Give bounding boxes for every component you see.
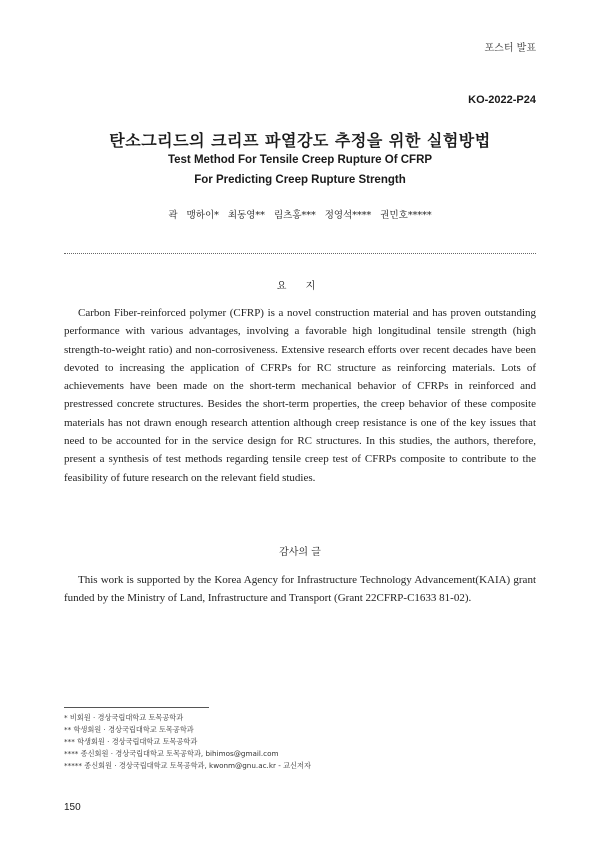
page-number: 150 — [64, 802, 81, 813]
footnote-item: **** 종신회원 · 경상국립대학교 토목공학과, bihimos@gmail.com — [64, 749, 279, 758]
footnote-item: ** 학생회원 · 경상국립대학교 토목공학과 — [64, 725, 194, 734]
acknowledgement-body: This work is supported by the Korea Agency for Infrastructure Technology Advancement(KAIA) grant funded by the Ministry of Land, Infrastructure and Transport (Grant 22CFRP-C1633 81-02). — [64, 574, 536, 605]
section-label: 포스터 발표 — [484, 43, 536, 54]
author-list: 곽 맹하이* 최동영** 림츠홍*** 정영석**** 권민호***** — [168, 210, 432, 221]
footnote-item: ***** 종신회원 · 경상국립대학교 토목공학과, kwonm@gnu.ac.kr - 교신저자 — [64, 761, 311, 770]
abstract-heading: 요 지 — [276, 281, 324, 292]
acknowledgement-heading: 감사의 글 — [279, 547, 321, 558]
english-title-line1: Test Method For Tensile Creep Rupture Of CFRP — [167, 154, 433, 166]
korean-title: 탄소그리드의 크리프 파열강도 추정을 위한 실험방법 — [109, 131, 491, 150]
dotted-divider — [64, 253, 536, 254]
abstract-body: Carbon Fiber-reinforced polymer (CFRP) is a novel construction material and has proven outstanding performance with various advantages, involving a favorable high longitudinal tensile strength (high strength-to-weight ratio) and non-corrosiveness. Extensive research efforts over recent decades have been devoted to increasing the application of CFRPs for RC structure as reinforcing materials. Lots of achievements have been made on the short-term mechanical behavior of CFRPs in reinforced and prestressed concrete structures. Besides the short-term properties, the creep behavior of these composite materials has not drawn enough research attention although creep resistance is one of the key issues that need to be accounted for in the service design for RC structures. In this studies, the authors, therefore, present a synthesis of test methods regarding tensile creep test of CFRPs composite to contribute to the feasibility of future research on the relevant field studies. — [64, 307, 536, 484]
footnote-item: *** 학생회원 · 경상국립대학교 토목공학과 — [64, 737, 198, 746]
english-title-line2: For Predicting Creep Rupture Strength — [194, 174, 406, 186]
paper-code: KO-2022-P24 — [468, 94, 536, 106]
footnote-rule — [64, 707, 209, 708]
footnote-list — [64, 712, 311, 772]
footnote-item: * 비회원 · 경상국립대학교 토목공학과 — [64, 713, 184, 722]
